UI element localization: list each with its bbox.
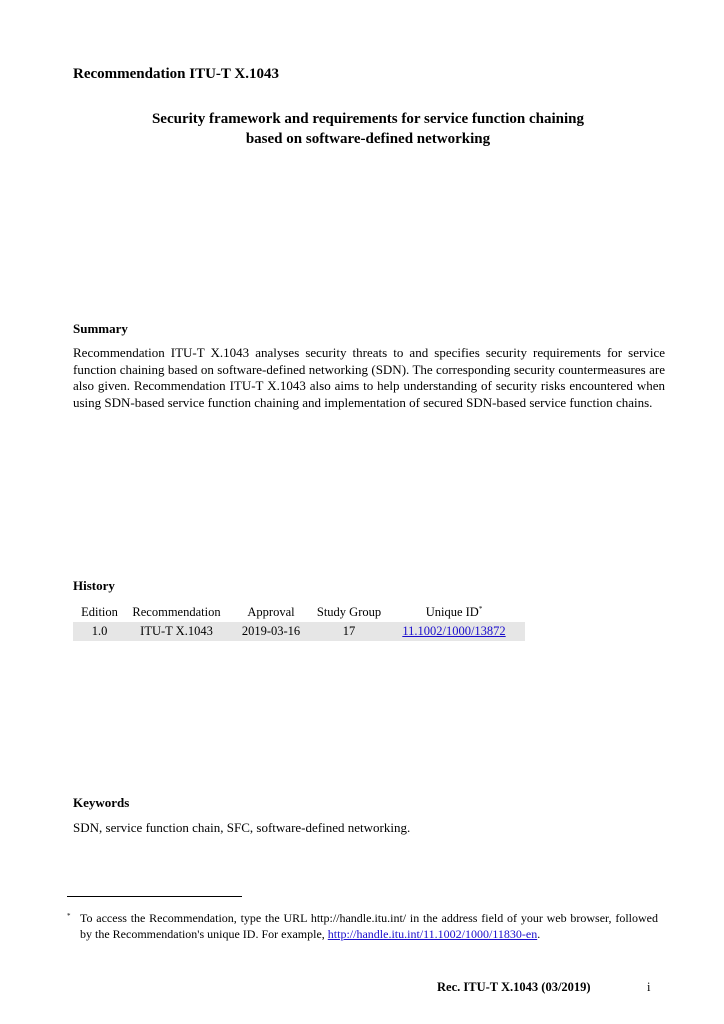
cell-edition: 1.0	[73, 622, 126, 641]
col-recommendation: Recommendation	[132, 605, 221, 619]
cell-study-group: 17	[315, 622, 383, 641]
summary-heading: Summary	[73, 321, 128, 336]
history-header-row	[73, 603, 525, 622]
summary-text: Recommendation ITU-T X.1043 analyses security threats to and specifies security requirements for service function chaining based on software-defined networking (SDN). The corresponding security countermeasures are also given. Recommendation ITU-T X.1043 also aims to help understanding of security risks encountered when using SDN-based service function chaining and implementation of secured SDN-based service function chains.	[73, 345, 665, 410]
footnote-end: .	[537, 927, 541, 941]
footer-reference: Rec. ITU-T X.1043 (03/2019)	[437, 980, 591, 994]
col-edition: Edition	[81, 605, 118, 619]
footnote-marker: *	[67, 912, 71, 920]
history-heading: History	[73, 578, 115, 593]
col-unique-id-label: Unique ID	[425, 605, 479, 619]
keywords-text: SDN, service function chain, SFC, software-defined networking.	[73, 820, 411, 835]
document-title-line-2: based on software-defined networking	[245, 131, 491, 147]
document-title	[90, 109, 646, 149]
footnote-marker: *	[478, 604, 483, 613]
document-title-line-1: Security framework and requirements for service function chaining	[151, 111, 585, 127]
cell-recommendation: ITU-T X.1043	[126, 622, 227, 641]
unique-id-link[interactable]: 11.1002/1000/13872	[402, 624, 506, 638]
cell-approval: 2019-03-16	[227, 622, 315, 641]
footnote-text: To access the Recommendation, type the URL http://handle.itu.int/ in the address field of your web browser, followed by the Recommendation's unique ID. For example,	[80, 911, 658, 941]
col-study-group: Study Group	[316, 605, 382, 619]
col-approval: Approval	[247, 605, 295, 619]
cell-unique-id	[383, 622, 525, 641]
footnote-divider	[67, 896, 242, 897]
footnote	[67, 910, 658, 942]
col-unique-id	[383, 603, 525, 622]
recommendation-title: Recommendation ITU-T X.1043	[73, 66, 279, 82]
table-row	[73, 622, 525, 641]
history-table	[73, 603, 525, 641]
example-link[interactable]: http://handle.itu.int/11.1002/1000/11830-en	[327, 927, 538, 941]
keywords-heading: Keywords	[73, 795, 130, 810]
page-number: i	[647, 980, 651, 994]
